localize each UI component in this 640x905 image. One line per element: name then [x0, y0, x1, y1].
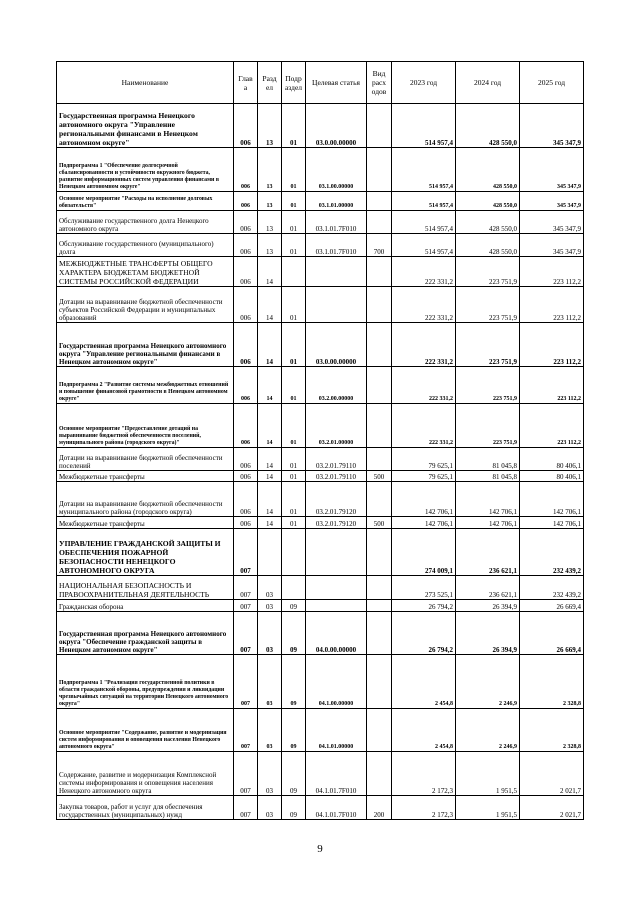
cell-name: Дотации на выравнивание бюджетной обеспеченности поселений: [57, 448, 234, 471]
cell-y2: 223 751,9: [456, 257, 520, 287]
cell-r: [258, 529, 282, 576]
cell-y2: 1 951,5: [456, 796, 520, 820]
cell-y1: 2 172,3: [392, 796, 456, 820]
cell-r: 03: [258, 752, 282, 796]
cell-t: 04.0.00.00000: [306, 612, 367, 655]
cell-p: 01: [282, 367, 306, 404]
cell-r: 14: [258, 367, 282, 404]
table-row: [57, 600, 584, 612]
cell-name: Основное мероприятие "Расходы на исполнение долговых обязательств": [57, 192, 234, 211]
cell-p: 09: [282, 655, 306, 709]
cell-name: Закупка товаров, работ и услуг для обеспечения государственных (муниципальных) нужд: [57, 796, 234, 820]
cell-v: 500: [367, 517, 392, 529]
cell-p: 01: [282, 404, 306, 448]
table-row: [57, 471, 584, 482]
cell-name: НАЦИОНАЛЬНАЯ БЕЗОПАСНОСТЬ И ПРАВООХРАНИТЕЛЬНАЯ ДЕЯТЕЛЬНОСТЬ: [57, 576, 234, 600]
table-row: [57, 257, 584, 287]
cell-name: Подпрограмма 1 "Обеспечение долгосрочной сбалансированности и устойчивости окружного бюджета, развитие информационных систем управления финансами в Ненецком автономном округе": [57, 148, 234, 192]
cell-name: Дотации на выравнивание бюджетной обеспеченности субъектов Российской Федерации и муниципальных образований: [57, 287, 234, 323]
cell-g: 006: [234, 404, 258, 448]
header-podrazdel: Подр аздел: [282, 62, 306, 104]
cell-y1: 514 957,4: [392, 234, 456, 257]
budget-table: [56, 61, 584, 820]
cell-g: 006: [234, 257, 258, 287]
table-row: [57, 796, 584, 820]
cell-v: [367, 323, 392, 367]
cell-v: [367, 655, 392, 709]
table-row: [57, 404, 584, 448]
cell-name: МЕЖБЮДЖЕТНЫЕ ТРАНСФЕРТЫ ОБЩЕГО ХАРАКТЕРА БЮДЖЕТАМ БЮДЖЕТНОЙ СИСТЕМЫ РОССИЙСКОЙ ФЕДЕРАЦИИ: [57, 257, 234, 287]
cell-t: 03.2.01.79110: [306, 448, 367, 471]
cell-p: 01: [282, 482, 306, 517]
cell-r: 03: [258, 655, 282, 709]
cell-y1: 222 331,2: [392, 287, 456, 323]
cell-y1: 514 957,4: [392, 211, 456, 234]
cell-r: 14: [258, 257, 282, 287]
cell-y3: 232 439,2: [520, 529, 584, 576]
cell-g: 006: [234, 367, 258, 404]
cell-r: 13: [258, 192, 282, 211]
cell-y1: 273 525,1: [392, 576, 456, 600]
cell-name: Содержание, развитие и модернизация Комплексной системы информирования и оповещения населения Ненецкого автономного округа: [57, 752, 234, 796]
cell-p: 01: [282, 517, 306, 529]
cell-v: [367, 287, 392, 323]
cell-g: 006: [234, 517, 258, 529]
cell-y1: 142 706,1: [392, 482, 456, 517]
table-header-row: [57, 62, 584, 104]
cell-y1: 26 794,2: [392, 600, 456, 612]
table-row: [57, 612, 584, 655]
header-2024: 2024 год: [456, 62, 520, 104]
cell-y1: 2 172,3: [392, 752, 456, 796]
cell-g: 006: [234, 234, 258, 257]
cell-p: 01: [282, 287, 306, 323]
cell-y3: 142 706,1: [520, 517, 584, 529]
cell-name: Основное мероприятие "Содержание, развитие и модернизация систем информирования и оповещения населения Ненецкого автономного округа": [57, 709, 234, 752]
cell-p: 01: [282, 234, 306, 257]
cell-y1: 222 331,2: [392, 257, 456, 287]
cell-y1: 222 331,2: [392, 323, 456, 367]
cell-r: 13: [258, 234, 282, 257]
cell-y3: 26 669,4: [520, 600, 584, 612]
header-2023: 2023 год: [392, 62, 456, 104]
cell-p: 01: [282, 471, 306, 482]
cell-g: 007: [234, 796, 258, 820]
cell-name: Государственная программа Ненецкого автономного округа "Управление региональными финансами в Ненецком автономном округе": [57, 323, 234, 367]
cell-v: [367, 404, 392, 448]
header-target: Целевая статья: [306, 62, 367, 104]
cell-y1: 79 625,1: [392, 471, 456, 482]
cell-v: [367, 448, 392, 471]
cell-g: 006: [234, 482, 258, 517]
table-row: [57, 148, 584, 192]
cell-y3: 26 669,4: [520, 612, 584, 655]
cell-r: 14: [258, 404, 282, 448]
cell-y2: 26 394,9: [456, 600, 520, 612]
cell-t: 03.2.01.00000: [306, 404, 367, 448]
cell-g: 006: [234, 323, 258, 367]
table-row: [57, 367, 584, 404]
cell-y2: 428 550,0: [456, 211, 520, 234]
header-glava: Глав а: [234, 62, 258, 104]
cell-g: 007: [234, 655, 258, 709]
cell-y1: 26 794,2: [392, 612, 456, 655]
cell-y1: 2 454,8: [392, 709, 456, 752]
table-row: [57, 482, 584, 517]
cell-y2: 428 550,0: [456, 148, 520, 192]
cell-name: Межбюджетные трансферты: [57, 517, 234, 529]
cell-v: [367, 600, 392, 612]
cell-g: 007: [234, 529, 258, 576]
cell-y2: 223 751,9: [456, 323, 520, 367]
cell-v: [367, 752, 392, 796]
cell-y2: 223 751,9: [456, 404, 520, 448]
cell-t: 03.2.01.79120: [306, 482, 367, 517]
cell-p: 01: [282, 211, 306, 234]
cell-y3: 223 112,2: [520, 287, 584, 323]
cell-g: 006: [234, 448, 258, 471]
cell-p: [282, 576, 306, 600]
cell-y1: 514 957,4: [392, 104, 456, 148]
cell-t: 03.1.01.7F010: [306, 234, 367, 257]
table-row: [57, 517, 584, 529]
table-row: [57, 448, 584, 471]
cell-t: 03.1.00.00000: [306, 148, 367, 192]
cell-y3: 2 021,7: [520, 752, 584, 796]
cell-p: [282, 529, 306, 576]
cell-t: 04.1.01.7F010: [306, 796, 367, 820]
cell-g: 007: [234, 709, 258, 752]
cell-r: 13: [258, 104, 282, 148]
cell-y3: 2 328,8: [520, 709, 584, 752]
cell-name: Подпрограмма 2 "Развитие системы межбюджетных отношений и повышение финансовой грамотности в Ненецком автономном округе": [57, 367, 234, 404]
cell-y3: 142 706,1: [520, 482, 584, 517]
cell-p: [282, 257, 306, 287]
cell-p: 09: [282, 709, 306, 752]
cell-name: Дотации на выравнивание бюджетной обеспеченности муниципального района (городского округа): [57, 482, 234, 517]
cell-g: 007: [234, 752, 258, 796]
cell-r: 14: [258, 482, 282, 517]
cell-t: 03.0.00.00000: [306, 104, 367, 148]
cell-r: 03: [258, 796, 282, 820]
cell-v: [367, 709, 392, 752]
cell-v: [367, 192, 392, 211]
cell-y2: 428 550,0: [456, 192, 520, 211]
cell-g: 006: [234, 287, 258, 323]
cell-p: 09: [282, 612, 306, 655]
cell-y2: 142 706,1: [456, 517, 520, 529]
cell-y2: 2 246,9: [456, 655, 520, 709]
cell-y3: 345 347,9: [520, 234, 584, 257]
cell-y3: 80 406,1: [520, 448, 584, 471]
cell-y2: 236 621,1: [456, 529, 520, 576]
table-row: [57, 709, 584, 752]
cell-r: 03: [258, 576, 282, 600]
cell-name: Обслуживание государственного долга Ненецкого автономного округа: [57, 211, 234, 234]
cell-y2: 428 550,0: [456, 104, 520, 148]
budget-table-sheet: [56, 61, 583, 820]
cell-t: [306, 287, 367, 323]
cell-t: 03.2.01.79120: [306, 517, 367, 529]
cell-t: 04.1.01.7F010: [306, 752, 367, 796]
cell-v: [367, 482, 392, 517]
cell-name: Подпрограмма 1 "Реализация государственной политики в области гражданской обороны, предупреждения и ликвидации чрезвычайных ситуаций на территории Ненецкого автономного округа": [57, 655, 234, 709]
cell-y1: 514 957,4: [392, 192, 456, 211]
cell-v: 700: [367, 234, 392, 257]
table-row: [57, 323, 584, 367]
cell-v: 200: [367, 796, 392, 820]
cell-y3: 345 347,9: [520, 148, 584, 192]
cell-name: Межбюджетные трансферты: [57, 471, 234, 482]
cell-r: 14: [258, 448, 282, 471]
cell-g: 006: [234, 104, 258, 148]
cell-g: 006: [234, 211, 258, 234]
cell-g: 006: [234, 192, 258, 211]
cell-name: Гражданская оборона: [57, 600, 234, 612]
cell-y1: 222 331,2: [392, 367, 456, 404]
header-2025: 2025 год: [520, 62, 584, 104]
cell-p: 01: [282, 148, 306, 192]
cell-v: [367, 211, 392, 234]
cell-r: 14: [258, 517, 282, 529]
cell-name: Основное мероприятие "Предоставление дотаций на выравнивание бюджетной обеспеченности поселений, муниципального района (городского округа)": [57, 404, 234, 448]
cell-v: [367, 257, 392, 287]
cell-v: 500: [367, 471, 392, 482]
cell-g: 007: [234, 612, 258, 655]
table-row: [57, 192, 584, 211]
cell-t: 04.1.00.00000: [306, 655, 367, 709]
table-row: [57, 211, 584, 234]
cell-name: УПРАВЛЕНИЕ ГРАЖДАНСКОЙ ЗАЩИТЫ И ОБЕСПЕЧЕНИЯ ПОЖАРНОЙ БЕЗОПАСНОСТИ НЕНЕЦКОГО АВТОНОМНОГО ОКРУГА: [57, 529, 234, 576]
table-row: [57, 576, 584, 600]
table-row: [57, 529, 584, 576]
cell-t: [306, 529, 367, 576]
cell-t: 03.2.00.00000: [306, 367, 367, 404]
cell-p: 01: [282, 104, 306, 148]
table-row: [57, 287, 584, 323]
cell-v: [367, 367, 392, 404]
cell-y1: 142 706,1: [392, 517, 456, 529]
cell-y3: 223 112,2: [520, 257, 584, 287]
cell-t: [306, 257, 367, 287]
cell-name: Государственная программа Ненецкого автономного округа "Обеспечение гражданской защиты в Ненецком автономном округе": [57, 612, 234, 655]
cell-y1: 2 454,8: [392, 655, 456, 709]
cell-y1: 79 625,1: [392, 448, 456, 471]
table-row: [57, 752, 584, 796]
cell-y2: 236 621,1: [456, 576, 520, 600]
cell-y3: 223 112,2: [520, 367, 584, 404]
cell-t: [306, 576, 367, 600]
cell-y2: 1 951,5: [456, 752, 520, 796]
cell-p: 09: [282, 796, 306, 820]
cell-name: Обслуживание государственного (муниципального) долга: [57, 234, 234, 257]
cell-g: 006: [234, 148, 258, 192]
table-row: [57, 104, 584, 148]
cell-r: 03: [258, 709, 282, 752]
cell-r: 14: [258, 471, 282, 482]
cell-y2: 428 550,0: [456, 234, 520, 257]
cell-g: 007: [234, 576, 258, 600]
cell-v: [367, 529, 392, 576]
table-body: [57, 104, 584, 820]
cell-t: 04.1.01.00000: [306, 709, 367, 752]
cell-r: 14: [258, 323, 282, 367]
cell-name: Государственная программа Ненецкого автономного округа "Управление региональными финансами в Ненецком автономном округе": [57, 104, 234, 148]
table-row: [57, 655, 584, 709]
cell-y2: 81 045,8: [456, 448, 520, 471]
page-number: 9: [317, 843, 323, 855]
cell-p: 01: [282, 448, 306, 471]
cell-y1: 222 331,2: [392, 404, 456, 448]
cell-p: 01: [282, 323, 306, 367]
header-vid: Вид расх одов: [367, 62, 392, 104]
cell-y1: 514 957,4: [392, 148, 456, 192]
cell-t: 03.1.01.7F010: [306, 211, 367, 234]
cell-t: 03.1.01.00000: [306, 192, 367, 211]
header-name: Наименование: [57, 62, 234, 104]
cell-y2: 2 246,9: [456, 709, 520, 752]
cell-p: 09: [282, 752, 306, 796]
cell-p: 09: [282, 600, 306, 612]
cell-y3: 345 347,9: [520, 104, 584, 148]
cell-y2: 26 394,9: [456, 612, 520, 655]
cell-y3: 345 347,9: [520, 211, 584, 234]
cell-y3: 80 406,1: [520, 471, 584, 482]
cell-g: 007: [234, 600, 258, 612]
cell-t: 03.2.01.79110: [306, 471, 367, 482]
cell-v: [367, 148, 392, 192]
cell-v: [367, 576, 392, 600]
cell-v: [367, 612, 392, 655]
cell-r: 13: [258, 211, 282, 234]
cell-r: 13: [258, 148, 282, 192]
cell-g: 006: [234, 471, 258, 482]
table-row: [57, 234, 584, 257]
cell-t: [306, 600, 367, 612]
cell-r: 03: [258, 612, 282, 655]
cell-y3: 223 112,2: [520, 404, 584, 448]
cell-y2: 223 751,9: [456, 367, 520, 404]
cell-p: 01: [282, 192, 306, 211]
cell-y2: 142 706,1: [456, 482, 520, 517]
cell-v: [367, 104, 392, 148]
cell-y1: 274 009,1: [392, 529, 456, 576]
cell-y3: 345 347,9: [520, 192, 584, 211]
cell-y3: 223 112,2: [520, 323, 584, 367]
cell-r: 03: [258, 600, 282, 612]
header-razdel: Разд ел: [258, 62, 282, 104]
cell-y3: 2 328,8: [520, 655, 584, 709]
cell-y2: 223 751,9: [456, 287, 520, 323]
cell-r: 14: [258, 287, 282, 323]
cell-t: 03.0.00.00000: [306, 323, 367, 367]
cell-y3: 2 021,7: [520, 796, 584, 820]
cell-y2: 81 045,8: [456, 471, 520, 482]
cell-y3: 232 439,2: [520, 576, 584, 600]
